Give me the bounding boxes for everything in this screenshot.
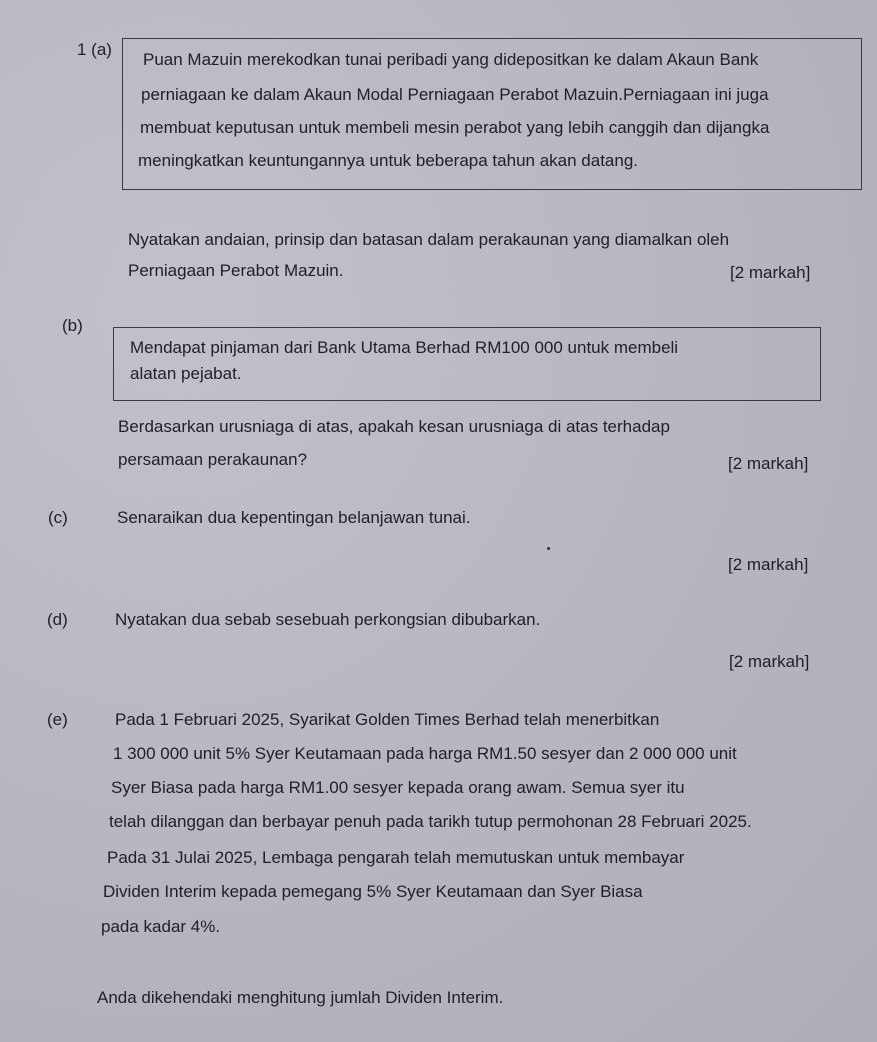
scenario-line: membuat keputusan untuk membeli mesin perabot yang lebih canggih dan dijangka [140,118,770,137]
marks-label: [2 markah] [729,652,810,671]
question-c-text: Senaraikan dua kepentingan belanjawan tunai. [117,508,471,527]
scenario-line: perniagaan ke dalam Akaun Modal Perniagaan Perabot Mazuin.Perniagaan ini juga [141,85,769,104]
question-e-line: Dividen Interim kepada pemegang 5% Syer Keutamaan dan Syer Biasa [103,882,643,901]
question-1a-line: Nyatakan andaian, prinsip dan batasan dalam perakaunan yang diamalkan oleh [128,230,730,249]
question-b-line: Berdasarkan urusniaga di atas, apakah kesan urusniaga di atas terhadap [118,417,670,436]
question-d-text: Nyatakan dua sebab sesebuah perkongsian dibubarkan. [115,610,541,629]
marks-label: [2 markah] [730,263,811,282]
question-1a-number: 1 (a) [77,40,112,59]
marks-label: [2 markah] [728,454,809,473]
scenario-line: alatan pejabat. [130,364,242,383]
question-e-line: pada kadar 4%. [101,917,221,936]
marks-label: [2 markah] [728,555,809,574]
question-d-label: (d) [47,610,68,629]
question-e-label: (e) [47,710,68,729]
question-e-line: Pada 31 Julai 2025, Lembaga pengarah telah memutuskan untuk membayar [107,848,685,867]
question-e-line: Syer Biasa pada harga RM1.00 sesyer kepada orang awam. Semua syer itu [111,778,685,797]
question-1a-line: Perniagaan Perabot Mazuin. [128,261,344,280]
question-e-line: telah dilanggan dan berbayar penuh pada tarikh tutup permohonan 28 Februari 2025. [109,812,752,831]
scenario-line: Puan Mazuin merekodkan tunai peribadi yang didepositkan ke dalam Akaun Bank [143,50,759,69]
question-e-line: 1 300 000 unit 5% Syer Keutamaan pada harga RM1.50 sesyer dan 2 000 000 unit [113,744,737,763]
question-e-instruction: Anda dikehendaki menghitung jumlah Dividen Interim. [97,988,504,1007]
scenario-line: meningkatkan keuntungannya untuk beberapa tahun akan datang. [138,151,639,170]
question-b-line: persamaan perakaunan? [118,450,308,469]
question-c-label: (c) [48,508,68,527]
stray-dot [547,547,550,550]
scenario-line: Mendapat pinjaman dari Bank Utama Berhad RM100 000 untuk membeli [130,338,679,357]
question-e-line: Pada 1 Februari 2025, Syarikat Golden Times Berhad telah menerbitkan [115,710,660,729]
question-b-label: (b) [62,316,83,335]
